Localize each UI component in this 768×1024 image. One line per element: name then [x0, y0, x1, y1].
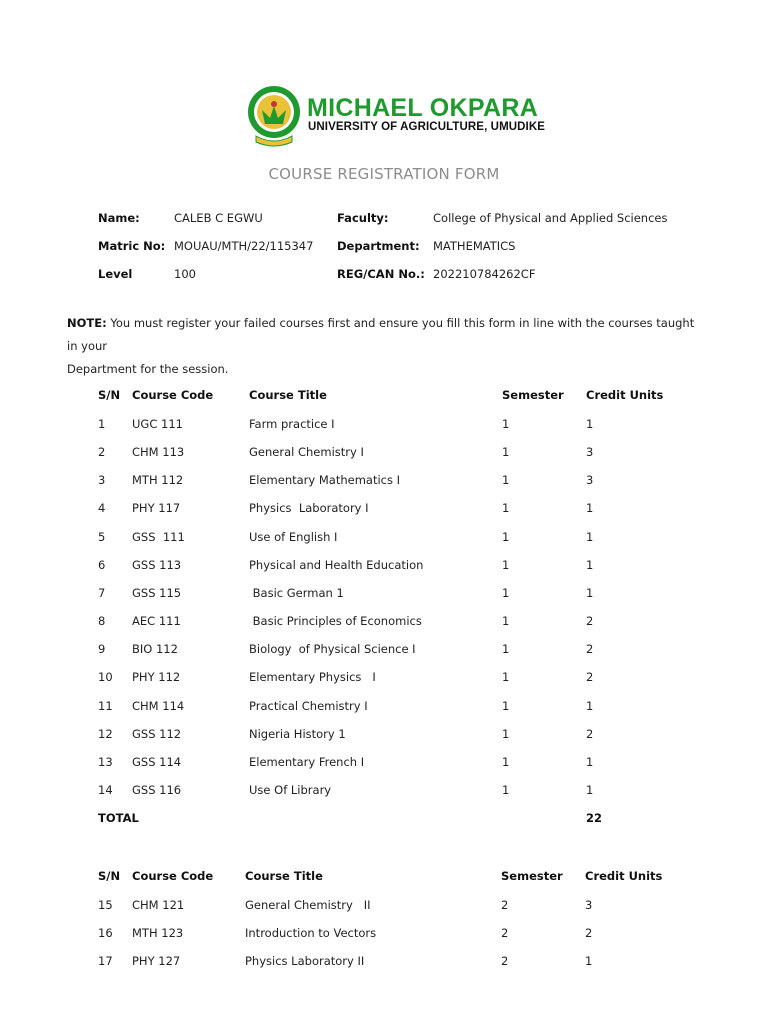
table1-row-6-credit-units: 1	[586, 557, 594, 572]
note-line-2: Department for the session.	[67, 362, 229, 376]
level-label: Level	[98, 267, 133, 281]
table1-row-12-course-title: Nigeria History 1	[249, 726, 346, 741]
table1-row-5-course-title: Use of English I	[249, 529, 338, 544]
table1-row-10-semester: 1	[502, 670, 510, 685]
faculty-label: Faculty:	[337, 211, 389, 225]
table2-header-semester: Semester	[501, 869, 563, 883]
table1-row-10-sn: 10	[98, 670, 113, 685]
table1-row-3-sn: 3	[98, 473, 106, 488]
table1-header-semester: Semester	[502, 388, 564, 402]
level-value: 100	[174, 267, 196, 281]
table2-header-sn: S/N	[98, 869, 121, 883]
university-subtitle: UNIVERSITY OF AGRICULTURE, UMUDIKE	[308, 121, 546, 133]
table1-row-4-course-code: PHY 117	[132, 501, 181, 516]
table1-row-8-course-title: Basic Principles of Economics	[249, 614, 422, 629]
table1-row-1-credit-units: 1	[586, 417, 594, 431]
table1-row-8-sn: 8	[98, 614, 106, 629]
table1-row-6-course-title: Physical and Health Education	[249, 557, 424, 572]
table1-row-14-credit-units: 1	[586, 782, 594, 797]
table1-header-course-code: Course Code	[132, 388, 214, 402]
table1-row-13-course-code: GSS 114	[132, 754, 182, 769]
table1-row-9-course-code: BIO 112	[132, 642, 178, 657]
table1-row-11-course-title: Practical Chemistry I	[249, 698, 368, 713]
table1-row-11-semester: 1	[502, 698, 510, 713]
table1-header-credit-units: Credit Units	[586, 388, 664, 402]
table1-row-7-course-title: Basic German 1	[249, 585, 344, 600]
note-label: NOTE:	[67, 316, 107, 330]
table1-row-10-credit-units: 2	[586, 670, 594, 685]
table1-row-8-credit-units: 2	[586, 614, 594, 629]
table1-row-9-credit-units: 2	[586, 642, 594, 657]
table1-row-5-semester: 1	[502, 529, 510, 544]
table2-row-3-credit-units: 1	[585, 954, 593, 968]
table1-row-10-course-title: Elementary Physics I	[249, 670, 376, 685]
table1-row-7-course-code: GSS 115	[132, 585, 182, 600]
faculty-value: College of Physical and Applied Sciences	[433, 211, 668, 225]
table1-row-12-semester: 1	[502, 726, 510, 741]
table2-row-2-sn: 16	[98, 926, 113, 940]
form-title: COURSE REGISTRATION FORM	[268, 165, 500, 183]
table1-row-12-credit-units: 2	[586, 726, 594, 741]
table1-row-11-sn: 11	[98, 698, 113, 713]
regcan-label: REG/CAN No.:	[337, 267, 425, 281]
table2-row-1-credit-units: 3	[585, 898, 593, 912]
university-name: MICHAEL OKPARA	[307, 94, 539, 122]
table1-row-4-semester: 1	[502, 501, 510, 516]
table1-row-3-semester: 1	[502, 473, 510, 488]
table2-row-3-sn: 17	[98, 954, 113, 968]
table1-row-3-course-title: Elementary Mathematics I	[249, 473, 401, 488]
table1-row-6-course-code: GSS 113	[132, 557, 182, 572]
table1-row-5-course-code: GSS 111	[132, 529, 185, 544]
table1-row-5-credit-units: 1	[586, 529, 594, 544]
table1-total-units: 22	[586, 811, 603, 826]
table1-row-6-semester: 1	[502, 557, 510, 572]
table2-row-3-course-title: Physics Laboratory II	[245, 954, 365, 968]
table1-header-sn: S/N	[98, 388, 121, 402]
table1-row-14-course-code: GSS 116	[132, 782, 182, 797]
table1-total-label: TOTAL	[98, 811, 139, 826]
name-label: Name:	[98, 211, 140, 225]
table1-row-1-course-code: UGC 111	[132, 417, 183, 431]
table1-row-4-course-title: Physics Laboratory I	[249, 501, 369, 516]
table1-row-12-course-code: GSS 112	[132, 726, 182, 741]
table1-row-3-credit-units: 3	[586, 473, 594, 488]
table1-row-11-credit-units: 1	[586, 698, 594, 713]
table1-row-2-course-code: CHM 113	[132, 445, 185, 460]
table2-row-1-course-title: General Chemistry II	[245, 898, 371, 912]
table1-row-7-credit-units: 1	[586, 585, 594, 600]
table2-row-2-credit-units: 2	[585, 926, 593, 940]
table1-row-9-course-title: Biology of Physical Science I	[249, 642, 416, 657]
table1-row-14-course-title: Use Of Library	[249, 782, 332, 797]
table1-row-4-sn: 4	[98, 501, 106, 516]
table2-row-1-course-code: CHM 121	[132, 898, 185, 912]
table2-header-credit-units: Credit Units	[585, 869, 663, 883]
table2-row-2-course-title: Introduction to Vectors	[245, 926, 377, 940]
regcan-value: 202210784262CF	[433, 267, 536, 281]
table2-row-3-course-code: PHY 127	[132, 954, 181, 968]
table2-row-3-semester: 2	[501, 954, 509, 968]
table1-row-13-credit-units: 1	[586, 754, 594, 769]
department-value: MATHEMATICS	[433, 239, 516, 253]
table1-row-14-semester: 1	[502, 782, 510, 797]
table1-row-2-semester: 1	[502, 445, 510, 460]
table1-row-7-sn: 7	[98, 585, 106, 600]
table1-row-2-sn: 2	[98, 445, 106, 460]
table1-row-5-sn: 5	[98, 529, 106, 544]
table1-row-9-semester: 1	[502, 642, 510, 657]
table1-row-7-semester: 1	[502, 585, 510, 600]
table1-row-9-sn: 9	[98, 642, 106, 657]
table2-header-course-code: Course Code	[132, 869, 214, 883]
table1-row-4-credit-units: 1	[586, 501, 594, 516]
table1-row-13-sn: 13	[98, 754, 113, 769]
table1-header-course-title: Course Title	[249, 388, 327, 402]
university-crest-icon	[246, 84, 302, 150]
table1-row-2-credit-units: 3	[586, 445, 594, 460]
table1-row-8-course-code: AEC 111	[132, 614, 181, 629]
table1-row-13-course-title: Elementary French I	[249, 754, 365, 769]
note-line-1: You must register your failed courses first and ensure you fill this form in line with the courses taught in your	[67, 316, 695, 353]
matric-label: Matric No:	[98, 239, 166, 253]
name-value: CALEB C EGWU	[174, 211, 263, 225]
department-label: Department:	[337, 239, 420, 253]
table1-row-3-course-code: MTH 112	[132, 473, 184, 488]
table2-row-1-semester: 2	[501, 898, 509, 912]
table2-row-2-course-code: MTH 123	[132, 926, 184, 940]
table2-header-course-title: Course Title	[245, 869, 323, 883]
table1-row-6-sn: 6	[98, 557, 106, 572]
matric-value: MOUAU/MTH/22/115347	[174, 239, 314, 253]
table1-row-14-sn: 14	[98, 782, 113, 797]
table2-row-1-sn: 15	[98, 898, 113, 912]
table1-row-11-course-code: CHM 114	[132, 698, 185, 713]
registration-note	[67, 312, 707, 381]
table1-row-10-course-code: PHY 112	[132, 670, 181, 685]
table1-row-1-course-title: Farm practice I	[249, 417, 335, 431]
table2-row-2-semester: 2	[501, 926, 509, 940]
table1-row-8-semester: 1	[502, 614, 510, 629]
table1-row-1-sn: 1	[98, 417, 106, 431]
table1-row-13-semester: 1	[502, 754, 510, 769]
table1-row-2-course-title: General Chemistry I	[249, 445, 364, 460]
table1-row-1-semester: 1	[502, 417, 510, 431]
table1-row-12-sn: 12	[98, 726, 113, 741]
